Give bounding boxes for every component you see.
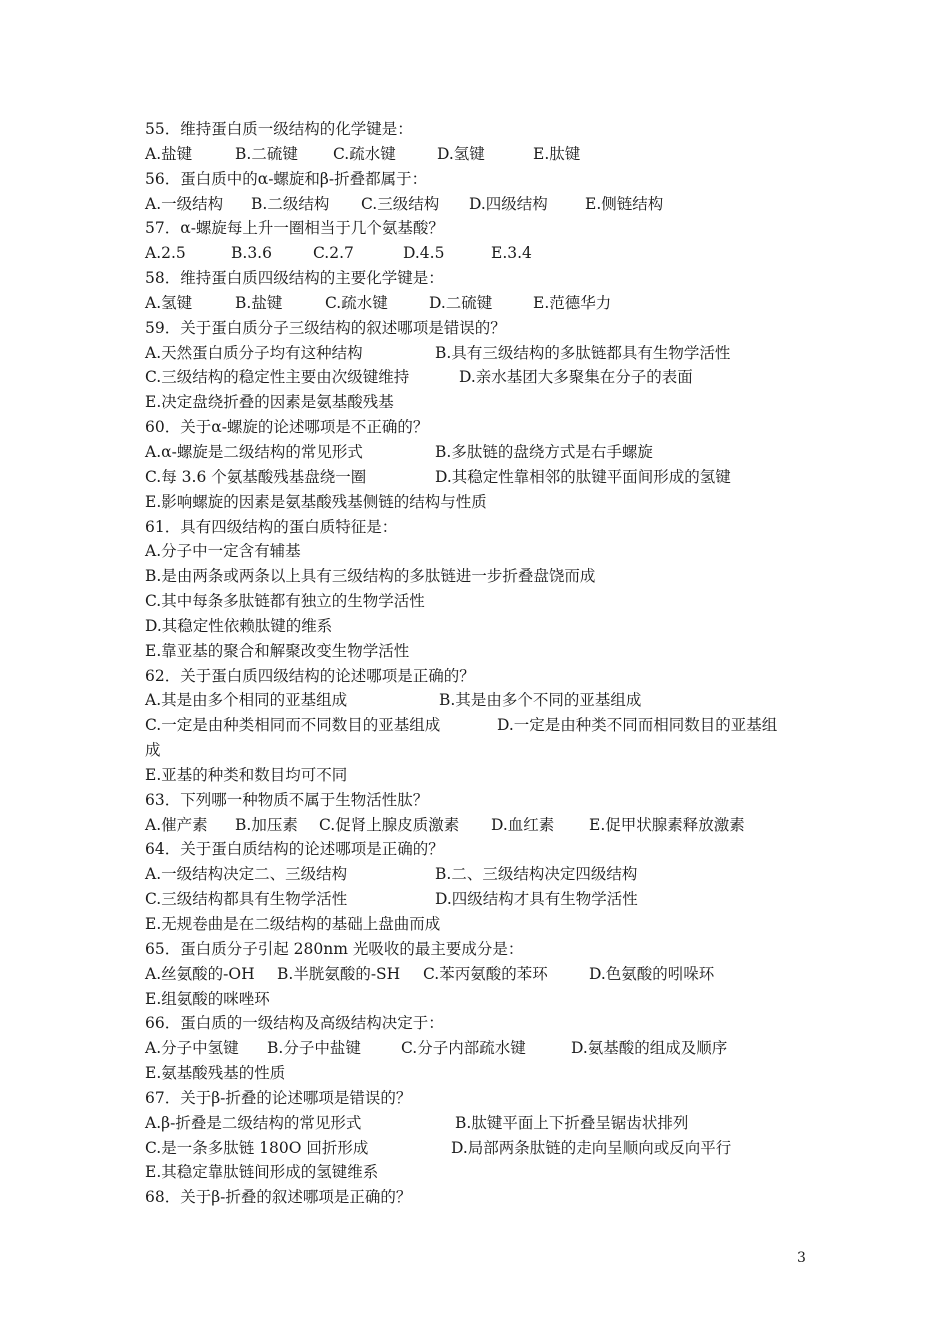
text-line [145,316,825,341]
line-text: E.决定盘绕折叠的因素是氨基酸残基 [145,393,394,412]
text-line [145,216,825,241]
line-text: 66．蛋白质的一级结构及高级结构决定于： [145,1014,444,1033]
options-line [145,465,825,490]
answer-option: B.分子中盐键 [267,1039,361,1058]
answer-option: D.色氨酸的吲哚环 [589,964,715,983]
answer-option: B.加压素 [235,815,298,834]
answer-option: E.3.4 [491,244,532,263]
answer-option: A.天然蛋白质分子均有这种结构 [145,343,363,362]
text-line [145,515,825,540]
options-line [145,1036,825,1061]
answer-option: A.α-螺旋是二级结构的常见形式 [145,442,363,461]
question-list [145,117,825,1210]
text-line [145,1061,825,1086]
answer-option: A.氢键 [145,293,193,312]
text-line [145,738,825,763]
line-text: 68．关于β-折叠的叙述哪项是正确的？ [145,1188,412,1207]
answer-option: C.2.7 [313,244,354,263]
answer-option: A.催产素 [145,815,208,834]
answer-option: B.盐键 [235,293,283,312]
line-text: 60．关于α-螺旋的论述哪项是不正确的？ [145,418,429,437]
answer-option: E.侧链结构 [585,194,664,213]
line-text: E.靠亚基的聚合和解聚改变生物学活性 [145,641,410,660]
answer-option: C.分子内部疏水键 [401,1039,526,1058]
options-line [145,713,825,738]
answer-option: B.二、三级结构决定四级结构 [435,865,638,884]
line-text: E.其稳定靠肽链间形成的氢键维系 [145,1163,379,1182]
line-text: 56．蛋白质中的α-螺旋和β-折叠都属于： [145,169,428,188]
line-text: D.其稳定性依赖肽键的维系 [145,616,333,635]
answer-option: A.β-折叠是二级结构的常见形式 [145,1113,362,1132]
answer-option: A.2.5 [145,244,186,263]
text-line [145,117,825,142]
answer-option: C.疏水键 [333,144,396,163]
answer-option: B.二硫键 [235,144,298,163]
line-text: E.影响螺旋的因素是氨基酸残基侧链的结构与性质 [145,492,487,511]
line-text: C.其中每条多肽链都有独立的生物学活性 [145,592,425,611]
line-text: E.氨基酸残基的性质 [145,1064,286,1083]
options-line [145,813,825,838]
options-line [145,1111,825,1136]
answer-option: D.4.5 [403,244,445,263]
text-line [145,788,825,813]
options-line [145,142,825,167]
line-text: 64．关于蛋白质结构的论述哪项是正确的？ [145,840,444,859]
answer-option: C.一定是由种类相同而不同数目的亚基组成 [145,716,441,735]
text-line [145,390,825,415]
page-number: 3 [797,1250,806,1266]
options-line [145,862,825,887]
line-text: 61．具有四级结构的蛋白质特征是： [145,517,398,536]
line-text: E.组氨酸的咪唑环 [145,989,270,1008]
text-line [145,1011,825,1036]
line-text: 63．下列哪一种物质不属于生物活性肽？ [145,790,429,809]
answer-option: A.盐键 [145,144,193,163]
text-line [145,167,825,192]
text-line [145,912,825,937]
answer-option: D.局部两条肽链的走向呈顺向或反向平行 [451,1138,732,1157]
answer-option: D.氨基酸的组成及顺序 [571,1039,728,1058]
options-line [145,291,825,316]
text-line [145,266,825,291]
text-line [145,539,825,564]
line-text: 59．关于蛋白质分子三级结构的叙述哪项是错误的？ [145,318,506,337]
line-text: 55．维持蛋白质一级结构的化学键是： [145,120,413,138]
answer-option: D.二硫键 [429,293,493,312]
answer-option: D.血红素 [491,815,555,834]
line-text: 67．关于β-折叠的论述哪项是错误的？ [145,1088,412,1107]
options-line [145,1136,825,1161]
answer-option: C.三级结构 [361,194,440,213]
answer-option: B.多肽链的盘绕方式是右手螺旋 [435,442,653,461]
options-line [145,962,825,987]
text-line [145,1086,825,1111]
text-line [145,664,825,689]
answer-option: B.3.6 [231,244,272,263]
line-text: 57．α-螺旋每上升一圈相当于几个氨基酸？ [145,219,444,238]
answer-option: A.一级结构 [145,194,224,213]
answer-option: D.四级结构才具有生物学活性 [435,890,638,909]
options-line [145,365,825,390]
answer-option: C.苯丙氨酸的苯环 [423,964,548,983]
line-text: 成 [145,741,161,760]
answer-option: E.促甲状腺素释放激素 [589,815,745,834]
text-line [145,589,825,614]
line-text: 62．关于蛋白质四级结构的论述哪项是正确的？ [145,666,475,685]
answer-option: C.每 3.6 个氨基酸残基盘绕一圈 [145,467,367,486]
answer-option: C.三级结构的稳定性主要由次级键维持 [145,368,410,387]
line-text: B.是由两条或两条以上具有三级结构的多肽链进一步折叠盘饶而成 [145,567,596,586]
answer-option: D.氢键 [437,144,485,163]
text-line [145,763,825,788]
options-line [145,192,825,217]
options-line [145,887,825,912]
line-text: A.分子中一定含有辅基 [145,542,301,561]
line-text: 58．维持蛋白质四级结构的主要化学键是： [145,269,444,288]
line-text: 65．蛋白质分子引起 280nm 光吸收的最主要成分是： [145,939,524,958]
answer-option: B.肽键平面上下折叠呈锯齿状排列 [455,1113,689,1132]
answer-option: C.促肾上腺皮质激素 [319,815,460,834]
line-text: E.无规卷曲是在二级结构的基础上盘曲而成 [145,915,441,933]
answer-option: A.丝氨酸的-OH [145,964,255,983]
answer-option: D.四级结构 [469,194,548,213]
answer-option: C.三级结构都具有生物学活性 [145,890,348,909]
answer-option: E.肽键 [533,144,581,163]
answer-option: B.半胱氨酸的-SH [277,964,401,983]
text-line [145,837,825,862]
answer-option: A.其是由多个相同的亚基组成 [145,691,348,710]
options-line [145,440,825,465]
answer-option: A.分子中氢键 [145,1039,239,1058]
answer-option: B.其是由多个不同的亚基组成 [439,691,642,710]
text-line [145,415,825,440]
text-line [145,987,825,1012]
answer-option: A.一级结构决定二、三级结构 [145,865,348,884]
answer-option: D.一定是由种类不同而相同数目的亚基组 [497,716,778,735]
answer-option: D.其稳定性靠相邻的肽键平面间形成的氢键 [435,467,731,486]
answer-option: D.亲水基团大多聚集在分子的表面 [459,368,693,387]
options-line [145,688,825,713]
text-line [145,490,825,515]
answer-option: B.二级结构 [251,194,330,213]
text-line [145,937,825,962]
options-line [145,241,825,266]
answer-option: E.范德华力 [533,293,612,312]
text-line [145,1160,825,1185]
text-line [145,564,825,589]
answer-option: C.是一条多肽链 180O 回折形成 [145,1138,369,1157]
answer-option: B.具有三级结构的多肽链都具有生物学活性 [435,343,731,362]
text-line [145,1185,825,1210]
line-text: E.亚基的种类和数目均可不同 [145,765,348,784]
answer-option: C.疏水键 [325,293,388,312]
options-line [145,341,825,366]
text-line [145,639,825,664]
text-line [145,614,825,639]
